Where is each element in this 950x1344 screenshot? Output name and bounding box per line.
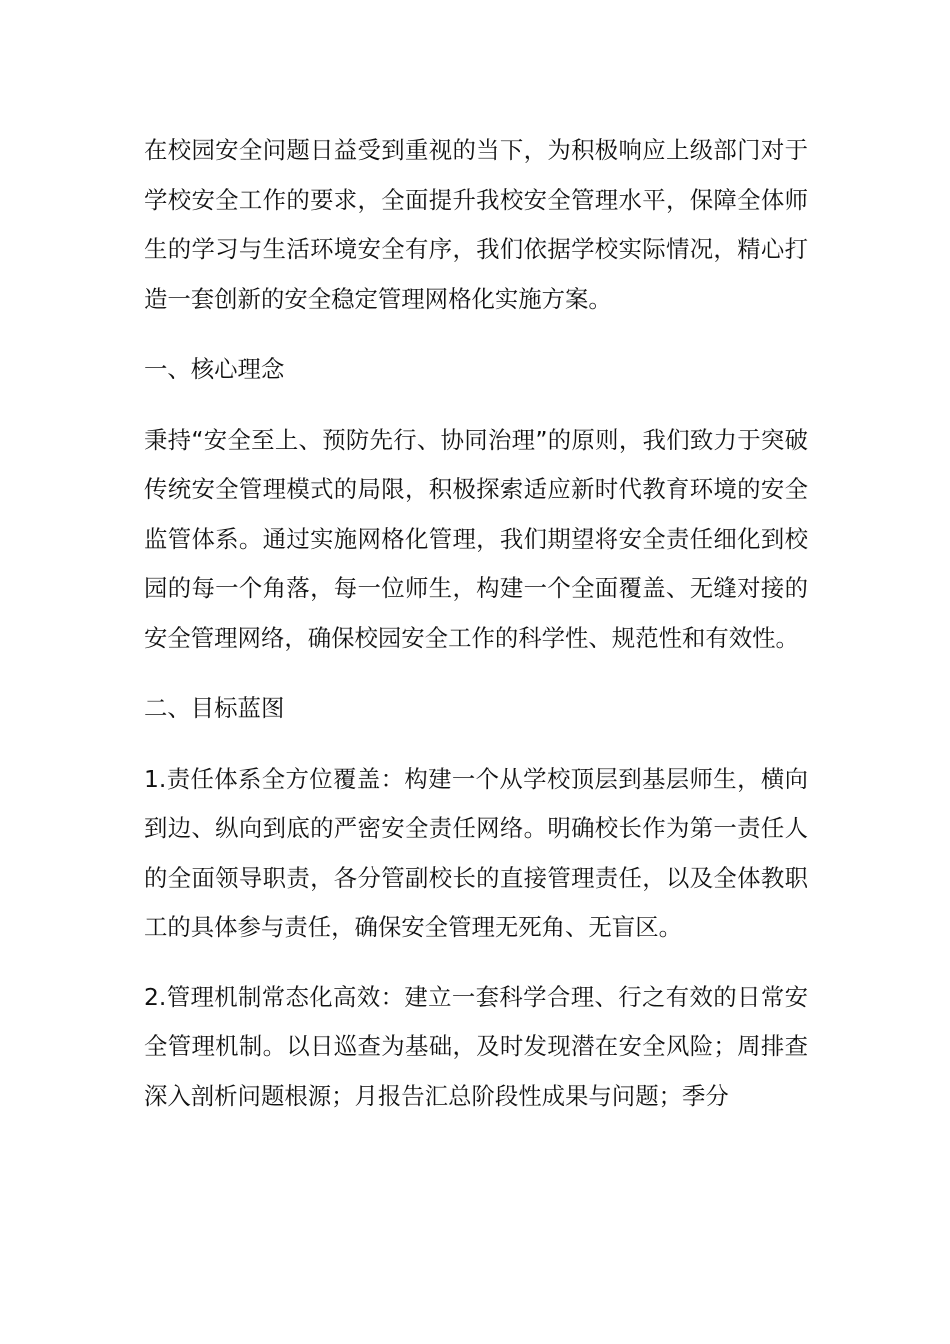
goal-item-2: 2.管理机制常态化高效：建立一套科学合理、行之有效的日常安全管理机制。以日巡查为基础，及时发现潜在安全风险；周排查深入剖析问题根源；月报告汇总阶段性成果与问题；季分 bbox=[144, 982, 808, 1110]
section-heading-core-concept: 一、核心理念 bbox=[144, 355, 285, 383]
section-heading-goal-blueprint: 二、目标蓝图 bbox=[144, 694, 285, 722]
core-concept-paragraph: 秉持“安全至上、预防先行、协同治理”的原则，我们致力于突破传统安全管理模式的局限，积极探索适应新时代教育环境的安全监管体系。通过实施网格化管理，我们期望将安全责任细化到校园的每一个角落，每一位师生，构建一个全面覆盖、无缝对接的安全管理网络，确保校园安全工作的科学性、规范性和有效性。 bbox=[144, 425, 808, 652]
intro-paragraph: 在校园安全问题日益受到重视的当下，为积极响应上级部门对于学校安全工作的要求，全面提升我校安全管理水平，保障全体师生的学习与生活环境安全有序，我们依据学校实际情况，精心打造一套创新的安全稳定管理网格化实施方案。 bbox=[144, 136, 808, 313]
document-body bbox=[144, 126, 808, 1142]
goal-item-1: 1.责任体系全方位覆盖：构建一个从学校顶层到基层师生，横向到边、纵向到底的严密安全责任网络。明确校长作为第一责任人的全面领导职责，各分管副校长的直接管理责任，以及全体教职工的具体参与责任，确保安全管理无死角、无盲区。 bbox=[144, 764, 808, 941]
